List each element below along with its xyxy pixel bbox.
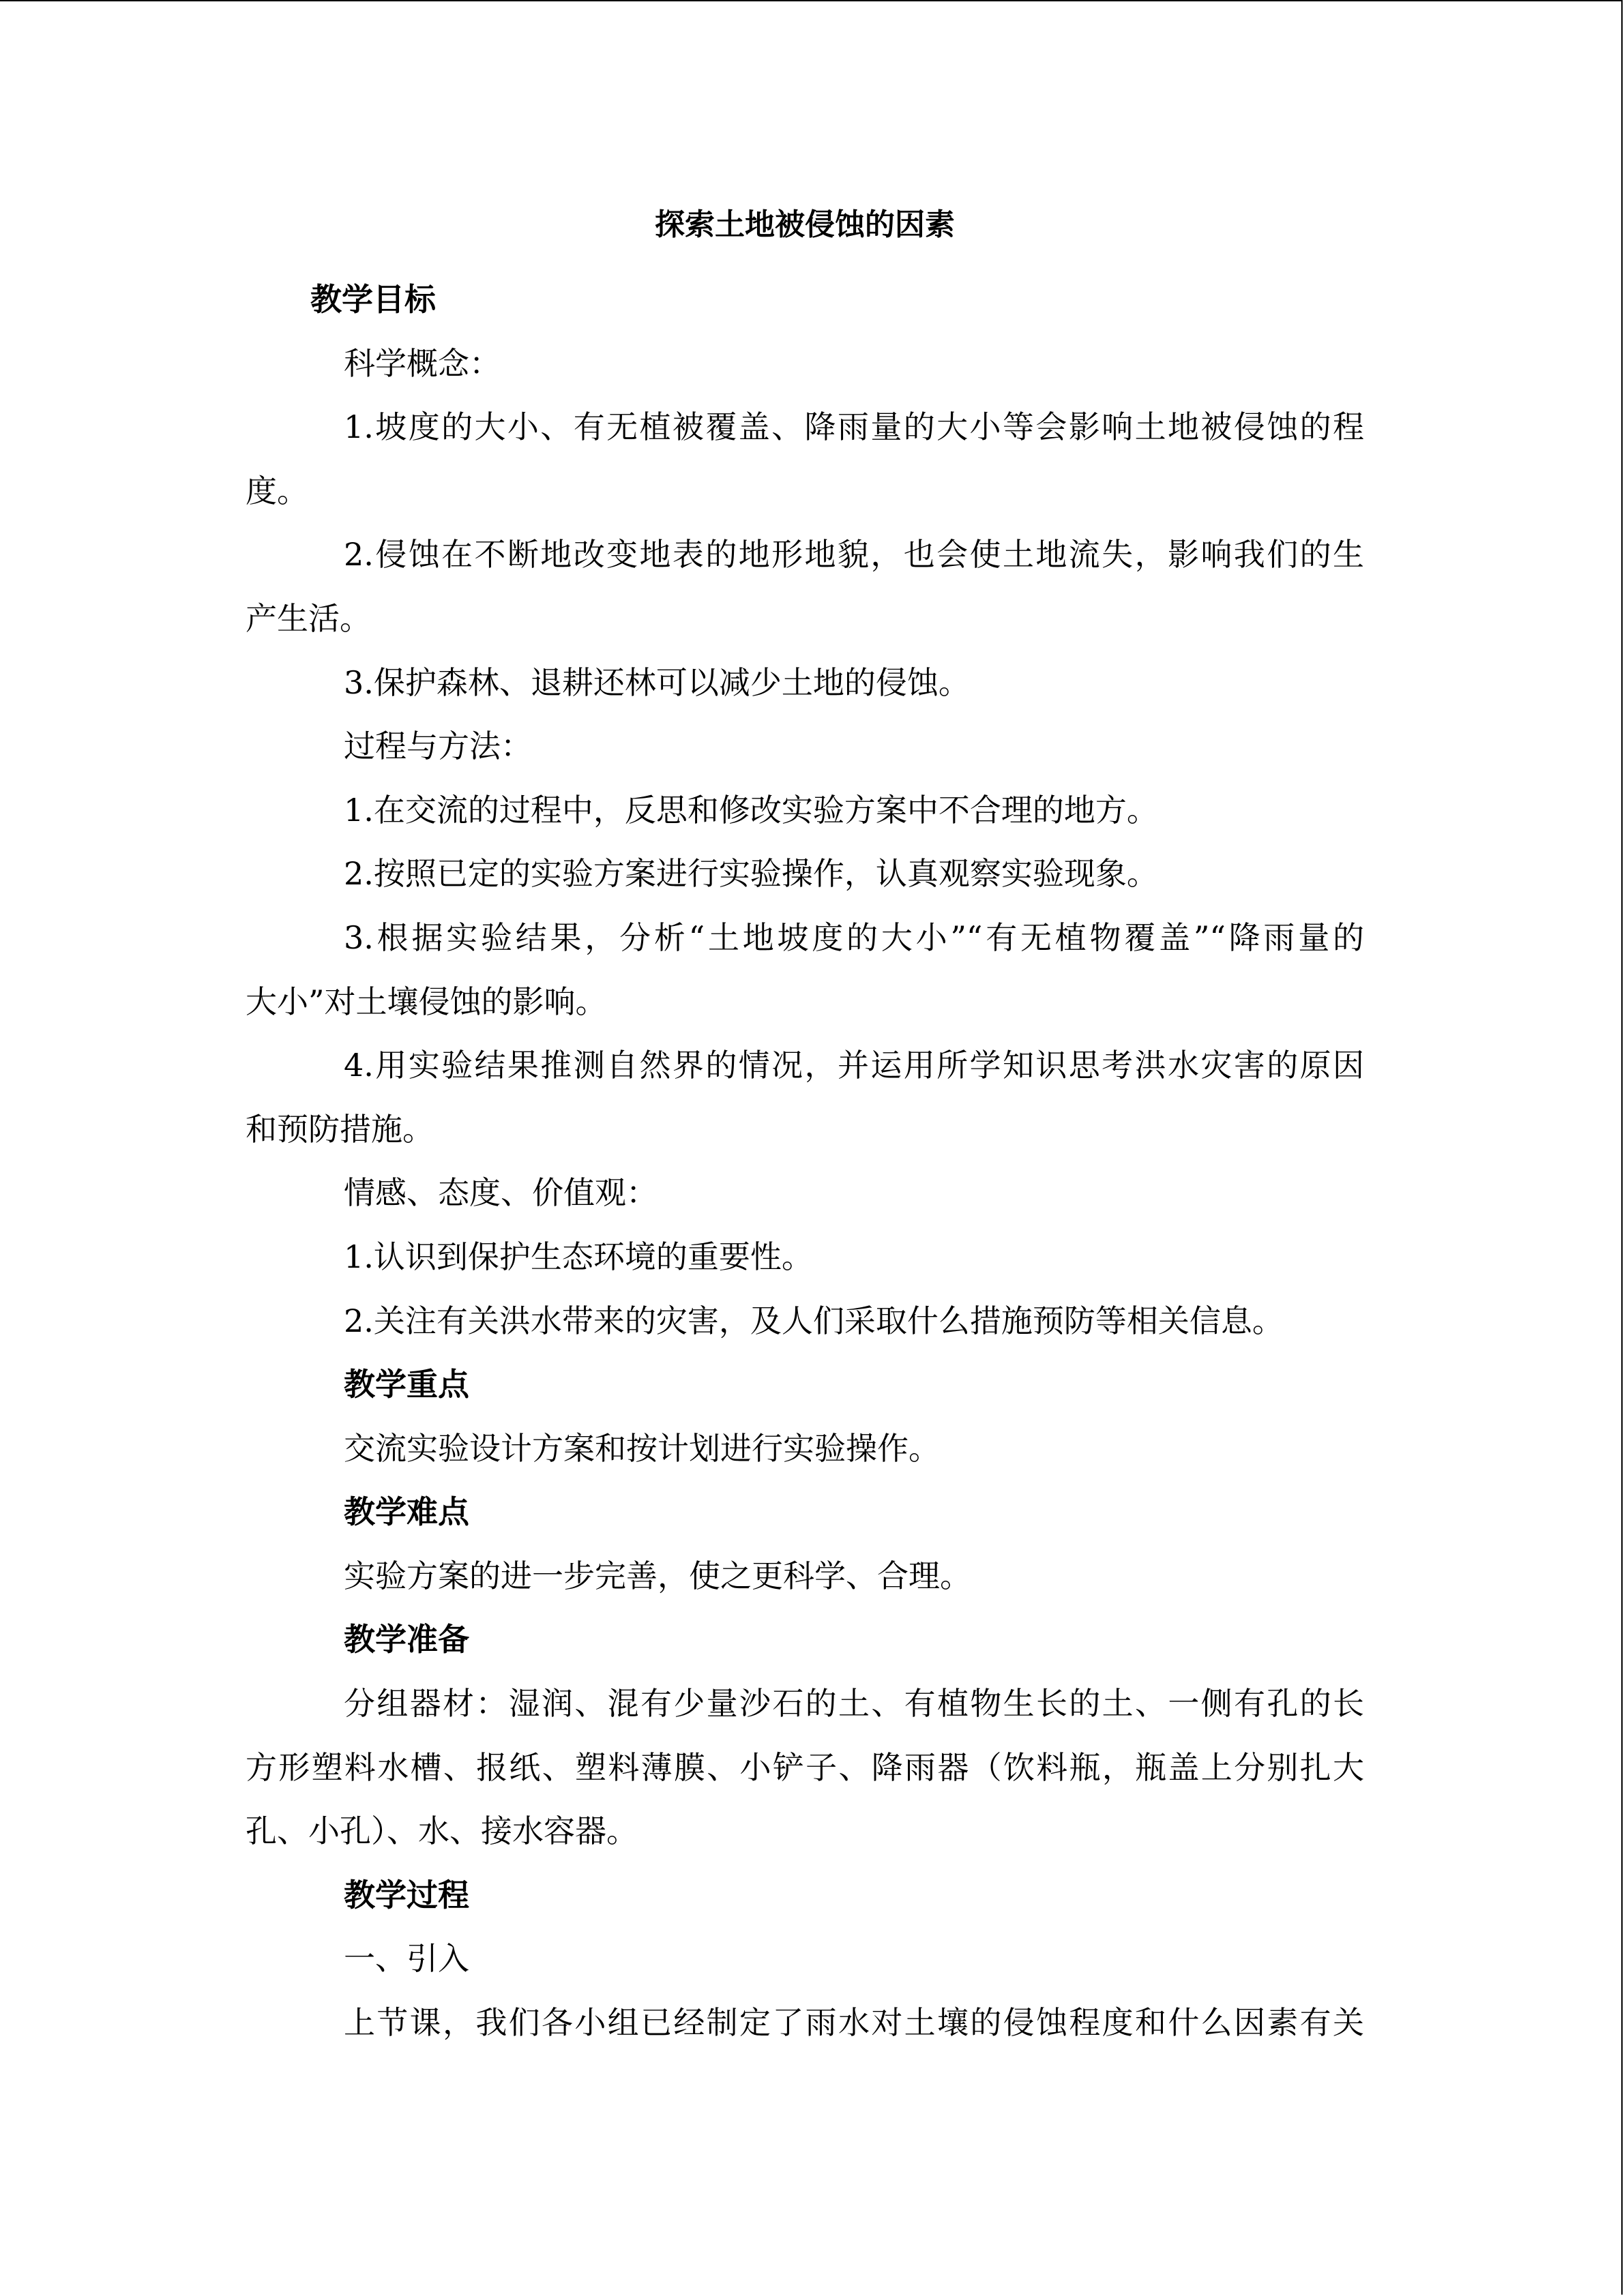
paragraph-line: 大小”对土壤侵蚀的影响。 bbox=[246, 983, 607, 1020]
paragraph-line: 度。 bbox=[246, 472, 308, 509]
document-title: 探索土地被侵蚀的因素 bbox=[655, 207, 955, 242]
subheading-science-concepts: 科学概念： bbox=[344, 344, 501, 382]
paragraph-line: 上节课，我们各小组已经制定了雨水对土壤的侵蚀程度和什么因素有关 bbox=[344, 2004, 1364, 2042]
paragraph-line: 2.关注有关洪水带来的灾害，及人们采取什么措施预防等相关信息。 bbox=[344, 1302, 1284, 1339]
paragraph-line: 1.认识到保护生态环境的重要性。 bbox=[344, 1238, 813, 1275]
paragraph-line: 方形塑料水槽、报纸、塑料薄膜、小铲子、降雨器（饮料瓶，瓶盖上分别扎大 bbox=[246, 1748, 1364, 1786]
paragraph-line: 2.侵蚀在不断地改变地表的地形地貌，也会使土地流失，影响我们的生 bbox=[344, 536, 1364, 573]
paragraph-line: 和预防措施。 bbox=[246, 1110, 434, 1148]
section-heading-key-points: 教学重点 bbox=[344, 1366, 469, 1403]
subheading-introduction: 一、引入 bbox=[344, 1940, 469, 1978]
section-heading-process: 教学过程 bbox=[344, 1876, 469, 1913]
paragraph-line: 1.坡度的大小、有无植被覆盖、降雨量的大小等会影响土地被侵蚀的程 bbox=[344, 408, 1364, 446]
paragraph-line: 3.保护森林、退耕还林可以减少土地的侵蚀。 bbox=[344, 664, 970, 701]
paragraph-line: 2.按照已定的实验方案进行实验操作，认真观察实验现象。 bbox=[344, 855, 1158, 893]
paragraph-line: 交流实验设计方案和按计划进行实验操作。 bbox=[344, 1429, 940, 1467]
document-body bbox=[246, 205, 1364, 2055]
section-heading-objectives: 教学目标 bbox=[310, 281, 436, 318]
subheading-attitudes-values: 情感、态度、价值观： bbox=[344, 1174, 658, 1212]
paragraph-line: 3.根据实验结果，分析“土地坡度的大小”“有无植物覆盖”“降雨量的 bbox=[344, 919, 1364, 956]
paragraph-line: 产生活。 bbox=[246, 599, 371, 637]
paragraph-line: 孔、小孔）、水、接水容器。 bbox=[246, 1813, 638, 1850]
paragraph-line: 实验方案的进一步完善，使之更科学、合理。 bbox=[344, 1557, 971, 1594]
paragraph-line: 1.在交流的过程中，反思和修改实验方案中不合理的地方。 bbox=[344, 791, 1158, 829]
subheading-process-methods: 过程与方法： bbox=[344, 728, 532, 765]
paragraph-line: 4.用实验结果推测自然界的情况，并运用所学知识思考洪水灾害的原因 bbox=[344, 1047, 1364, 1084]
paragraph-line: 分组器材：湿润、混有少量沙石的土、有植物生长的土、一侧有孔的长 bbox=[344, 1685, 1364, 1723]
section-heading-difficulties: 教学难点 bbox=[344, 1493, 469, 1531]
section-heading-preparation: 教学准备 bbox=[344, 1621, 469, 1658]
